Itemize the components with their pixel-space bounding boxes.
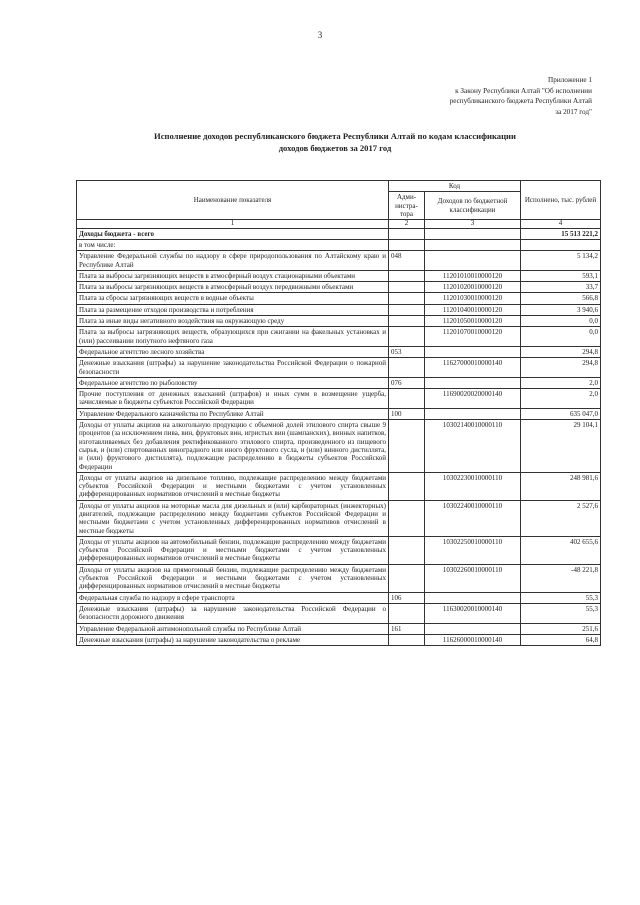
row-admin-code-cell: 076 (389, 377, 425, 388)
table-row (77, 270, 601, 281)
row-admin-code-cell (389, 564, 425, 592)
row-admin-code-cell (389, 420, 425, 473)
row-value-cell: 402 655,6 (521, 536, 601, 564)
row-name-cell: Управление Федерального казначейства по Республике Алтай (77, 408, 389, 419)
row-name-cell: Доходы от уплаты акцизов на автомобильный бензин, подлежащие распределению между бюджетами субъектов Российской Федерации и местными бюджетами с учетом установленных дифференцированных нормативов отчислений в местные бюджеты (77, 536, 389, 564)
table-row (77, 293, 601, 304)
table-row (77, 304, 601, 315)
row-income-code-cell (425, 239, 521, 250)
table-row (77, 564, 601, 592)
table-row (77, 377, 601, 388)
table-row (77, 327, 601, 347)
header-value: Исполнено, тыс. рублей (521, 181, 601, 220)
table-row (77, 420, 601, 473)
column-number-row (77, 220, 601, 229)
row-name-cell: Денежные взыскания (штрафы) за нарушение законодательства Российской Федерации о безопасности дорожного движения (77, 603, 389, 623)
row-admin-code-cell (389, 282, 425, 293)
table-row (77, 408, 601, 419)
appendix-line: республиканского бюджета Республики Алтай (449, 97, 592, 106)
row-income-code-cell: 11201040010000120 (425, 304, 521, 315)
row-admin-code-cell (389, 536, 425, 564)
column-number: 3 (425, 220, 521, 229)
revenue-table (76, 180, 601, 646)
row-admin-code-cell (389, 389, 425, 409)
row-value-cell: 251,6 (521, 623, 601, 634)
table-row (77, 358, 601, 378)
row-admin-code-cell (389, 293, 425, 304)
row-admin-code-cell: 100 (389, 408, 425, 419)
row-value-cell: 55,3 (521, 592, 601, 603)
table-row (77, 282, 601, 293)
header-code-group: Код (389, 181, 521, 192)
row-name-cell: в том числе: (77, 239, 389, 250)
appendix-line: Приложение 1 (548, 76, 592, 84)
row-name-cell: Доходы от уплаты акцизов на алкогольную продукцию с объемной долей этилового спирта свыше 9 процентов (за исключением пива, вин, фруктовых вин, игристых вин (шампанских), винных напитков, изготавливаемых без добавления ректификованного этилового спирта, произведенного из пищевого сырья, и (или) спиртованных виноградного или иного фруктового сусла, и (или) винного дистиллята, и (или) фруктового дистиллята), подлежащие распределению в бюджеты субъектов Российской Федерации (77, 420, 389, 473)
row-admin-code-cell: 161 (389, 623, 425, 634)
row-income-code-cell: 10302140010000110 (425, 420, 521, 473)
table-row (77, 228, 601, 239)
page-number: 3 (317, 30, 323, 40)
table-row (77, 239, 601, 250)
row-admin-code-cell (389, 634, 425, 645)
row-value-cell: 0,0 (521, 316, 601, 327)
title-line: Исполнение доходов республиканского бюджета Республики Алтай по кодам классификации (154, 131, 516, 141)
row-value-cell: 635 047,0 (521, 408, 601, 419)
table-body (77, 228, 601, 645)
row-value-cell: 2,0 (521, 389, 601, 409)
table-row (77, 592, 601, 603)
row-value-cell: -48 221,8 (521, 564, 601, 592)
row-admin-code-cell (389, 327, 425, 347)
row-name-cell: Плата за размещение отходов производства и потребления (77, 304, 389, 315)
appendix-line: за 2017 год" (555, 107, 592, 116)
column-number: 1 (77, 220, 389, 229)
table-row (77, 634, 601, 645)
row-name-cell: Плата за выбросы загрязняющих веществ в атмосферный воздух стационарными объектами (77, 270, 389, 281)
row-name-cell: Плата за выбросы загрязняющих веществ в атмосферный воздух передвижными объектами (77, 282, 389, 293)
row-income-code-cell: 10302240010000110 (425, 500, 521, 536)
row-name-cell: Плата за иные виды негативного воздействия на окружающую среду (77, 316, 389, 327)
row-admin-code-cell: 048 (389, 251, 425, 271)
column-number: 2 (389, 220, 425, 229)
document-title (100, 130, 570, 154)
appendix-note (362, 75, 592, 117)
table-row (77, 316, 601, 327)
row-admin-code-cell: 106 (389, 592, 425, 603)
row-value-cell (521, 239, 601, 250)
row-income-code-cell: 11630020010000140 (425, 603, 521, 623)
row-income-code-cell (425, 592, 521, 603)
column-number: 4 (521, 220, 601, 229)
row-name-cell: Федеральное агентство лесного хозяйства (77, 346, 389, 357)
row-value-cell: 29 104,1 (521, 420, 601, 473)
row-value-cell: 55,3 (521, 603, 601, 623)
row-admin-code-cell (389, 472, 425, 500)
header-income-code: Доходов по бюджетной классификации (425, 192, 521, 220)
row-value-cell: 2,0 (521, 377, 601, 388)
table-row (77, 346, 601, 357)
table-row (77, 500, 601, 536)
row-name-cell: Денежные взыскания (штрафы) за нарушение законодательства о рекламе (77, 634, 389, 645)
row-value-cell: 33,7 (521, 282, 601, 293)
row-name-cell: Управление Федеральной службы по надзору в сфере природопользования по Алтайскому краю и Республике Алтай (77, 251, 389, 271)
row-income-code-cell: 10302260010000110 (425, 564, 521, 592)
row-income-code-cell (425, 251, 521, 271)
row-income-code-cell: 11201070010000120 (425, 327, 521, 347)
row-income-code-cell (425, 228, 521, 239)
row-admin-code-cell: 053 (389, 346, 425, 357)
row-value-cell: 0,0 (521, 327, 601, 347)
row-income-code-cell: 10302230010000110 (425, 472, 521, 500)
row-income-code-cell (425, 346, 521, 357)
table-row (77, 603, 601, 623)
row-name-cell: Доходы от уплаты акцизов на прямогонный бензин, подлежащие распределению между бюджетами субъектов Российской Федерации и местными бюджетами с учетом установленных дифференцированных нормативов отчислений в местные бюджеты (77, 564, 389, 592)
row-value-cell: 2 527,6 (521, 500, 601, 536)
appendix-line: к Закону Республики Алтай "Об исполнении (455, 86, 592, 95)
row-income-code-cell (425, 623, 521, 634)
row-admin-code-cell (389, 316, 425, 327)
row-name-cell: Плата за выбросы загрязняющих веществ, образующихся при сжигании на факельных установках и (или) рассеивании попутного нефтяного газа (77, 327, 389, 347)
row-name-cell: Федеральное агентство по рыболовству (77, 377, 389, 388)
title-line: доходов бюджетов за 2017 год (278, 143, 392, 153)
row-admin-code-cell (389, 239, 425, 250)
row-income-code-cell: 11201030010000120 (425, 293, 521, 304)
row-value-cell: 294,8 (521, 346, 601, 357)
header-admin: Адми-нистра-тора (389, 192, 425, 220)
row-name-cell: Доходы бюджета - всего (77, 228, 389, 239)
row-name-cell: Прочие поступления от денежных взысканий (штрафов) и иных сумм в возмещение ущерба, зачисляемые в бюджеты субъектов Российской Федерации (77, 389, 389, 409)
row-value-cell: 593,1 (521, 270, 601, 281)
row-admin-code-cell (389, 603, 425, 623)
row-value-cell: 15 513 221,2 (521, 228, 601, 239)
table-row (77, 536, 601, 564)
row-name-cell: Денежные взыскания (штрафы) за нарушение законодательства Российской Федерации о пожарной безопасности (77, 358, 389, 378)
table-row (77, 623, 601, 634)
row-income-code-cell: 11201010010000120 (425, 270, 521, 281)
row-admin-code-cell (389, 270, 425, 281)
row-name-cell: Федеральная служба по надзору в сфере транспорта (77, 592, 389, 603)
table-row (77, 389, 601, 409)
row-value-cell: 5 134,2 (521, 251, 601, 271)
table-row (77, 251, 601, 271)
row-value-cell: 3 940,6 (521, 304, 601, 315)
row-income-code-cell: 11201020010000120 (425, 282, 521, 293)
header-row (77, 181, 601, 192)
row-admin-code-cell (389, 500, 425, 536)
row-value-cell: 566,8 (521, 293, 601, 304)
row-name-cell: Плата за сбросы загрязняющих веществ в водные объекты (77, 293, 389, 304)
row-value-cell: 248 981,6 (521, 472, 601, 500)
row-income-code-cell (425, 408, 521, 419)
row-value-cell: 64,8 (521, 634, 601, 645)
row-income-code-cell (425, 377, 521, 388)
row-income-code-cell: 10302250010000110 (425, 536, 521, 564)
table-row (77, 472, 601, 500)
row-name-cell: Доходы от уплаты акцизов на моторные масла для дизельных и (или) карбюраторных (инжекторных) двигателей, подлежащие распределению между бюджетами субъектов Российской Федерации и местными бюджетами с учетом установленных дифференцированных нормативов отчислений в местные бюджеты (77, 500, 389, 536)
row-income-code-cell: 11690020020000140 (425, 389, 521, 409)
row-income-code-cell: 11627000010000140 (425, 358, 521, 378)
row-income-code-cell: 11201050010000120 (425, 316, 521, 327)
row-admin-code-cell (389, 358, 425, 378)
row-admin-code-cell (389, 228, 425, 239)
row-name-cell: Доходы от уплаты акцизов на дизельное топливо, подлежащие распределению между бюджетами субъектов Российской Федерации и местными бюджетами с учетом установленных дифференцированных нормативов отчислений в местные бюджеты (77, 472, 389, 500)
row-name-cell: Управление Федеральной антимонопольной службы по Республике Алтай (77, 623, 389, 634)
row-admin-code-cell (389, 304, 425, 315)
row-value-cell: 294,8 (521, 358, 601, 378)
header-name: Наименование показателя (77, 181, 389, 220)
row-income-code-cell: 11626000010000140 (425, 634, 521, 645)
